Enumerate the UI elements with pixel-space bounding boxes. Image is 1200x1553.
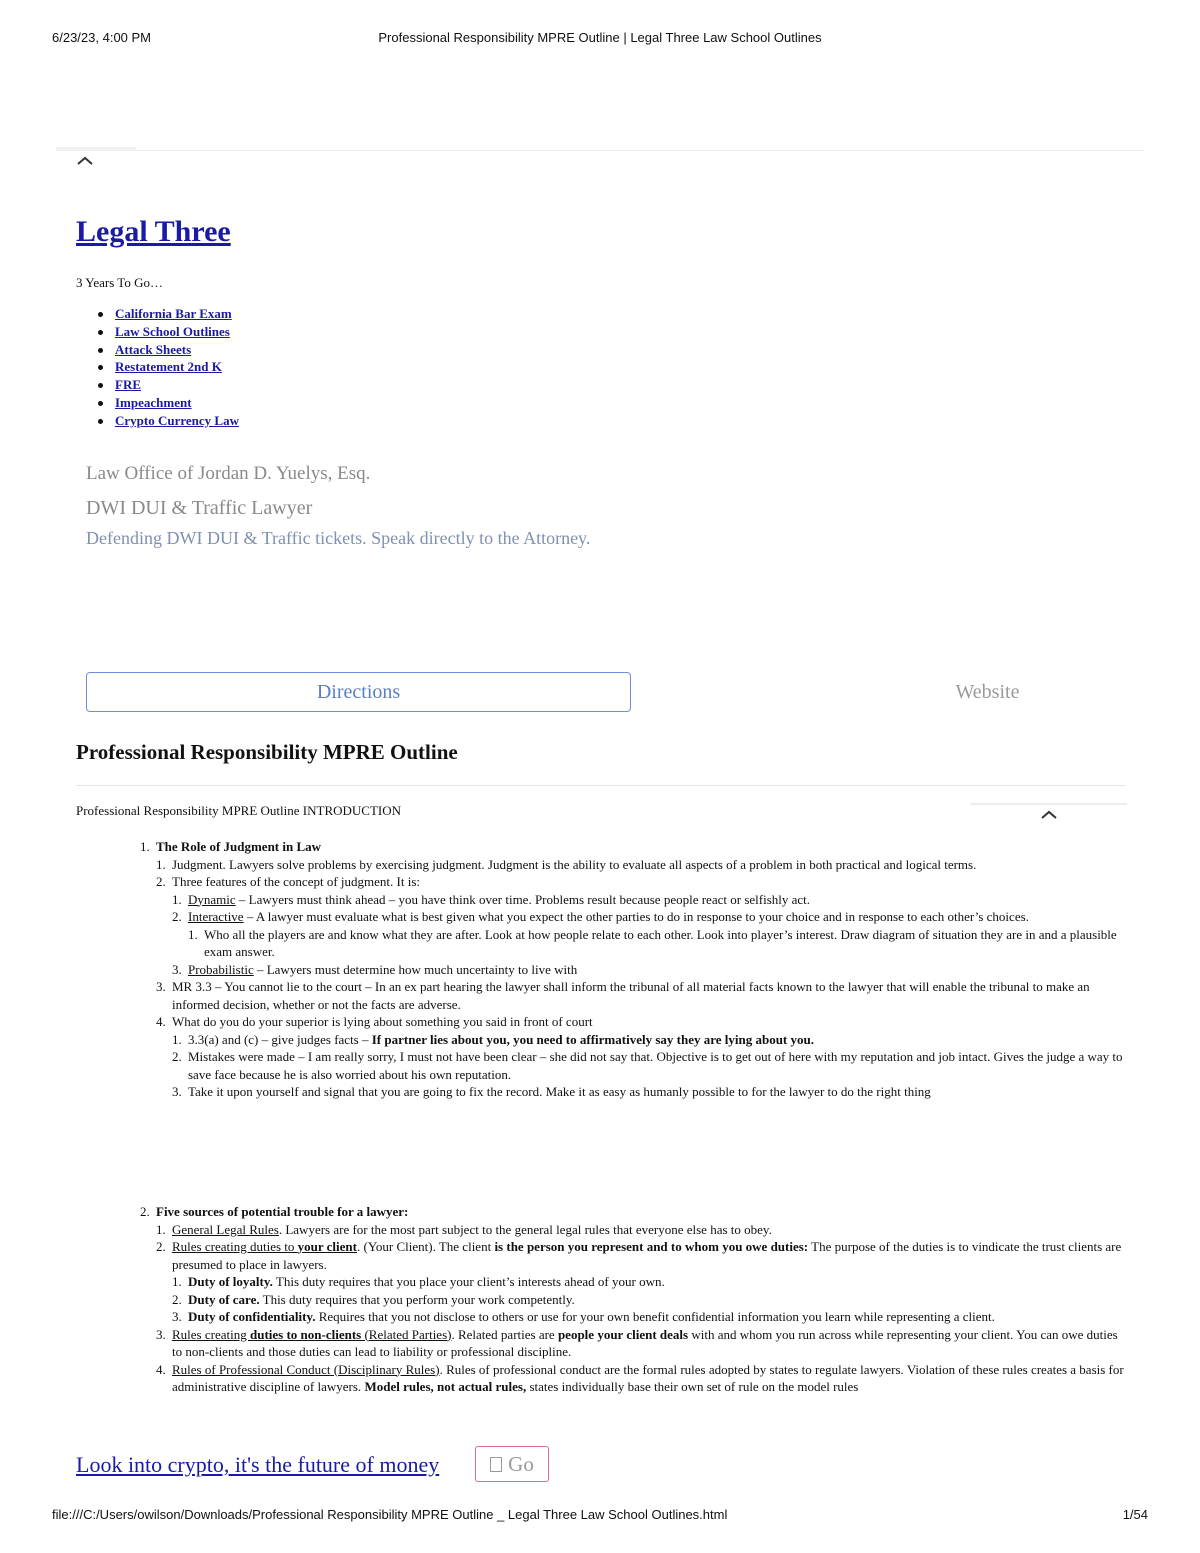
ad-headline[interactable]: DWI DUI & Traffic Lawyer [86, 497, 313, 519]
list-number: 2. [156, 1239, 166, 1254]
list-item [156, 978, 1130, 1013]
term: Duty of loyalty. [188, 1274, 273, 1289]
section-title: Five sources of potential trouble for a lawyer: [156, 1204, 409, 1219]
list-number: 3. [172, 1309, 182, 1324]
nav-link[interactable]: Law School Outlines [115, 323, 230, 339]
nav-item-attack-sheets[interactable] [98, 341, 239, 359]
nav-link[interactable]: California Bar Exam [115, 306, 232, 321]
emphasis: is the person you represent and to whom you owe duties: [494, 1239, 809, 1254]
list-number: 2. [172, 909, 182, 924]
list-item [156, 873, 1130, 978]
print-document-title: Professional Responsibility MPRE Outline | Legal Three Law School Outlines [378, 30, 822, 45]
list-item [172, 961, 1130, 979]
print-page-number: 1/54 [1122, 1507, 1148, 1522]
directions-button[interactable]: Directions [86, 672, 631, 712]
list-item [156, 856, 1130, 874]
list-text: Requires that you not disclose to others or use for your own benefit confidential information you learn while representing a client. [315, 1309, 995, 1324]
list-text: MR 3.3 – You cannot lie to the court – In an ex part hearing the lawyer shall inform the tribunal of all material facts known to the lawyer that will enable the tribunal to make an informed decision, whether or not the facts are adverse. [172, 979, 1090, 1012]
nav-link[interactable]: Attack Sheets [115, 341, 192, 357]
list-number: 3. [172, 961, 182, 977]
emphasis: If partner lies about you, you need to affirmatively say they are lying about you. [371, 1031, 814, 1047]
print-datetime: 6/23/23, 4:00 PM [52, 30, 152, 45]
print-header [52, 30, 1148, 50]
list-item [140, 1203, 1130, 1396]
list-text: with and whom you run across while representing your client. You can owe duties to non-clients and those duties can lead to liability or professional discipline. [172, 1326, 1118, 1359]
list-number: 3. [172, 1084, 182, 1099]
list-text: Mistakes were made – I am really sorry, I must not have been clear – she did not say that. Objective is to get out of here with my reputation and job intact. Gives the judge a way to save face because he is also worried about his own reputation. [188, 1049, 1123, 1082]
outline-section-1 [140, 838, 1130, 1101]
list-number: 2. [172, 1049, 182, 1064]
term: (Related Parties) [361, 1326, 452, 1342]
list-number: 1. [172, 1031, 182, 1047]
term: Rules creating duties to [172, 1239, 298, 1254]
nav-link[interactable]: Crypto Currency Law [115, 412, 239, 428]
emphasis: Model rules, not actual rules, [364, 1379, 527, 1394]
list-text: . (Your Client). The client [356, 1239, 495, 1254]
list-number: 1. [188, 926, 198, 942]
nav-link[interactable]: Restatement 2nd K [115, 359, 222, 375]
missing-glyph-box-icon [490, 1457, 502, 1472]
list-item [140, 838, 1130, 1101]
list-item [172, 1048, 1130, 1083]
list-text: – Lawyers must think ahead – you have think over time. Problems result because people react or selfishly act. [235, 891, 811, 907]
list-number: 1. [156, 856, 166, 872]
term: Duty of confidentiality. [188, 1309, 316, 1324]
list-text: What do you do your superior is lying about something you said in front of court [172, 1014, 593, 1029]
term: Rules of Professional Conduct (Disciplinary Rules) [172, 1361, 440, 1377]
go-button[interactable] [475, 1446, 549, 1482]
list-item [156, 1221, 1130, 1239]
list-number: 1. [140, 839, 150, 854]
nav-item-law-school-outlines[interactable] [98, 323, 239, 341]
section-divider [76, 785, 1126, 786]
term: Rules creating [172, 1326, 250, 1342]
site-tagline: 3 Years To Go… [76, 275, 163, 290]
chevron-up-icon[interactable] [76, 154, 94, 168]
list-item [188, 926, 1130, 961]
list-item [172, 1308, 1130, 1326]
crypto-promo-link[interactable]: Look into crypto, it's the future of money [76, 1452, 440, 1477]
list-text: Take it upon yourself and signal that you are going to fix the record. Make it as easy as humanly possible to for the lawyer to do the right thing [188, 1084, 931, 1099]
list-item [156, 1326, 1130, 1361]
list-number: 1. [156, 1221, 166, 1237]
site-nav [98, 305, 239, 430]
list-number: 3. [156, 1326, 166, 1342]
list-text: – Lawyers must determine how much uncertainty to live with [253, 961, 578, 977]
list-text: Judgment. Lawyers solve problems by exercising judgment. Judgment is the ability to evaluate all aspects of a problem in both practical and logical terms. [172, 856, 977, 872]
list-item [156, 1013, 1130, 1101]
ad-description[interactable]: Defending DWI DUI & Traffic tickets. Speak directly to the Attorney. [86, 528, 591, 548]
list-text: states individually base their own set of rule on the model rules [526, 1379, 859, 1394]
go-label: Go [508, 1451, 534, 1476]
list-text: 3.3(a) and (c) – give judges facts – [188, 1031, 372, 1047]
list-number: 2. [140, 1204, 150, 1219]
list-text: . Lawyers are for the most part subject to the general legal rules that everyone else has to obey. [278, 1221, 772, 1237]
list-item [172, 1273, 1130, 1291]
term: Dynamic [188, 891, 236, 907]
nav-item-california-bar-exam[interactable] [98, 305, 239, 323]
list-item [172, 1031, 1130, 1049]
outline-section-2 [140, 1203, 1130, 1396]
term: Probabilistic [188, 961, 254, 977]
print-file-path: file:///C:/Users/owilson/Downloads/Professional Responsibility MPRE Outline _ Legal Three Law School Outlines.html [52, 1507, 728, 1522]
list-number: 2. [172, 1291, 182, 1307]
section-title: The Role of Judgment in Law [156, 839, 322, 854]
nav-link[interactable]: Impeachment [115, 394, 192, 410]
nav-item-crypto-currency-law[interactable] [98, 412, 239, 430]
list-text: This duty requires that you place your client’s interests ahead of your own. [272, 1274, 665, 1289]
list-text: – A lawyer must evaluate what is best given what you expect the other parties to do in response to your choice and in response to each other’s choices. [243, 909, 1029, 924]
term: Interactive [188, 909, 244, 924]
print-footer [52, 1507, 1148, 1527]
list-text: Three features of the concept of judgment. It is: [172, 874, 420, 889]
nav-link[interactable]: FRE [115, 377, 141, 393]
term: General Legal Rules [172, 1221, 279, 1237]
list-number: 2. [156, 874, 166, 889]
intro-label: Professional Responsibility MPRE Outline INTRODUCTION [76, 803, 401, 818]
nav-item-restatement[interactable] [98, 358, 239, 376]
list-number: 1. [172, 1274, 182, 1289]
site-title-link[interactable]: Legal Three [76, 215, 231, 248]
top-tab [56, 147, 136, 150]
list-text: This duty requires that you perform your work competently. [259, 1291, 575, 1307]
list-item [156, 1361, 1130, 1396]
list-text: . Related parties are [451, 1326, 558, 1342]
page-title: Professional Responsibility MPRE Outline [76, 740, 458, 764]
chevron-up-icon[interactable] [1040, 808, 1058, 822]
list-text: The purpose of the duties is to vindicate the trust clients are presumed to place in lawyers. [172, 1239, 1122, 1272]
list-item [156, 1238, 1130, 1326]
ad-business-name[interactable]: Law Office of Jordan D. Yuelys, Esq. [86, 463, 371, 484]
list-number: 3. [156, 979, 166, 994]
list-item [172, 891, 1130, 909]
section-tab [970, 803, 1127, 805]
website-button[interactable]: Website [850, 672, 1125, 712]
list-number: 4. [156, 1361, 166, 1377]
term: Duty of care. [188, 1291, 260, 1307]
nav-item-fre[interactable] [98, 376, 239, 394]
list-text: . Rules of professional conduct are the formal rules adopted by states to regulate lawyers. Violation of these rules creates a basis for administrative discipline of lawyers. [172, 1361, 1124, 1394]
term-emphasis: duties to non-clients [249, 1326, 362, 1342]
term-emphasis: your client [297, 1239, 357, 1254]
emphasis: people your client deals [557, 1326, 689, 1342]
list-item [172, 1291, 1130, 1309]
nav-item-impeachment[interactable] [98, 394, 239, 412]
list-number: 1. [172, 891, 182, 907]
list-item [172, 1083, 1130, 1101]
top-divider [56, 150, 1144, 151]
list-item [172, 908, 1130, 961]
list-number: 4. [156, 1014, 166, 1029]
list-text: Who all the players are and know what they are after. Look at how people relate to each other. Look into player’s interest. Draw diagram of situation they are in and a plausible exam answer. [204, 926, 1117, 959]
